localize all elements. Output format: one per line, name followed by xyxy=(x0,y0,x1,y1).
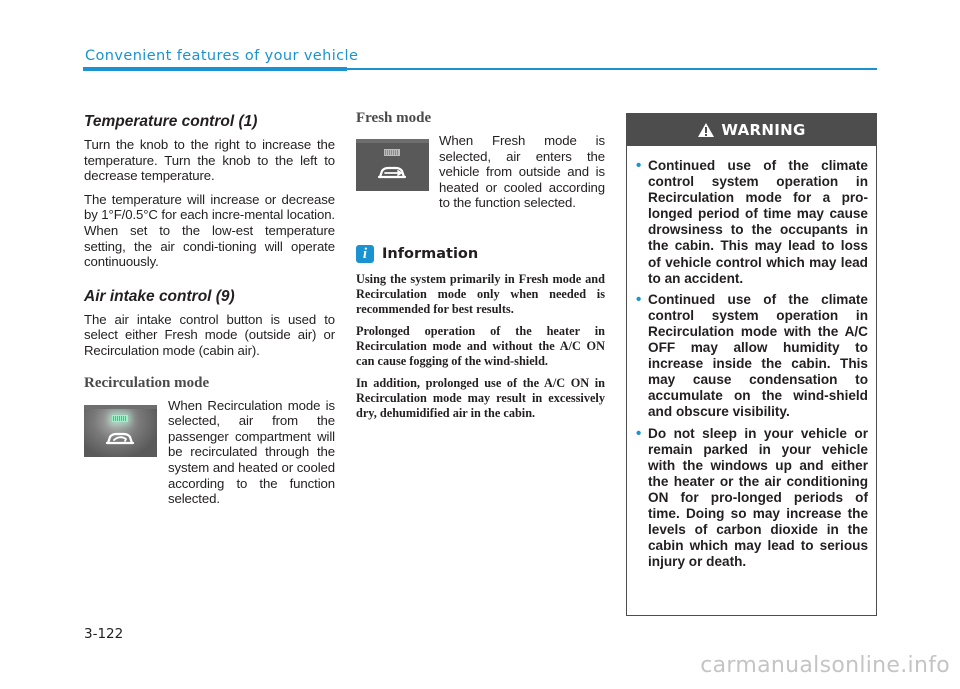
temperature-paragraph-2: The temperature will increase or decrease by 1°F/0.5°C for each incre-mental location. When set to the low-est temperature setting, the air condi-tioning will operate continuously. xyxy=(84,191,335,270)
header-accent-bar xyxy=(83,67,347,71)
page-header xyxy=(0,44,960,74)
warning-item: • Do not sleep in your vehicle or remain parked in your vehicle with the windows up and either the heater or the air conditioning ON for pro-longed periods of time. Doing so may increase the levels of carbon dioxide in the cabin which may lead to serious injury or death. xyxy=(648,426,868,571)
recirculation-heading: Recirculation mode xyxy=(84,374,210,391)
air-intake-paragraph: The air intake control button is used to select either Fresh mode (outside air) or Recirculation mode (cabin air). xyxy=(84,311,335,358)
recirculation-button-image xyxy=(84,405,157,457)
warning-list xyxy=(627,146,876,570)
warning-item: • Continued use of the climate control system operation in Recirculation mode for a pro-longed period of time may cause drowsiness to the occupants in the cabin. This may lead to loss of vehicle control which may lead to an accident. xyxy=(648,158,868,287)
information-title: Information xyxy=(382,246,479,262)
fresh-block xyxy=(356,133,605,227)
air-intake-heading: Air intake control (9) xyxy=(84,287,235,305)
recirculation-car-icon xyxy=(105,429,135,447)
temperature-paragraph-1: Turn the knob to the right to increase the temperature. Turn the knob to the left to decrease temperature. xyxy=(84,137,335,184)
left-column xyxy=(84,110,335,522)
header-rule xyxy=(347,68,877,70)
recirculation-block xyxy=(84,398,335,522)
information-paragraph-1: Using the system primarily in Fresh mode and Recirculation mode only when needed is recommended for best results. xyxy=(356,272,605,316)
fresh-button-image xyxy=(356,139,429,191)
info-icon: i xyxy=(356,245,374,263)
fresh-description: When Fresh mode is selected, air enters the vehicle from outside and is heated or cooled according to the function selected. xyxy=(439,133,605,211)
watermark: carmanualsonline.info xyxy=(700,653,950,678)
recirculation-description: When Recirculation mode is selected, air from the passenger compartment will be recirculated through the system and heated or cooled according to the function selected. xyxy=(168,397,335,507)
information-heading xyxy=(356,245,605,263)
warning-box xyxy=(626,113,877,616)
section-title: Convenient features of your vehicle xyxy=(85,48,359,64)
page-number: 3-122 xyxy=(84,626,124,642)
temperature-heading: Temperature control (1) xyxy=(84,113,258,130)
warning-header xyxy=(627,114,876,146)
indicator-led xyxy=(112,415,128,422)
information-paragraph-2: Prolonged operation of the heater in Recirculation mode and without the A/C ON can cause fogging of the wind-shield. xyxy=(356,324,605,368)
warning-item: • Continued use of the climate control system operation in Recirculation mode with the A/C OFF may allow humidity to increase inside the cabin. This may cause condensation to accumulate on the wind-shield and obscure visibility. xyxy=(648,292,868,421)
warning-title: WARNING xyxy=(721,121,806,139)
fresh-air-car-icon xyxy=(377,163,407,181)
indicator-led xyxy=(384,149,400,156)
middle-column xyxy=(356,110,605,428)
warning-triangle-icon xyxy=(697,122,715,138)
fresh-heading: Fresh mode xyxy=(356,110,432,126)
information-paragraph-3: In addition, prolonged use of the A/C ON in Recirculation mode may result in excessively dry, dehumidified air in the cabin. xyxy=(356,376,605,420)
